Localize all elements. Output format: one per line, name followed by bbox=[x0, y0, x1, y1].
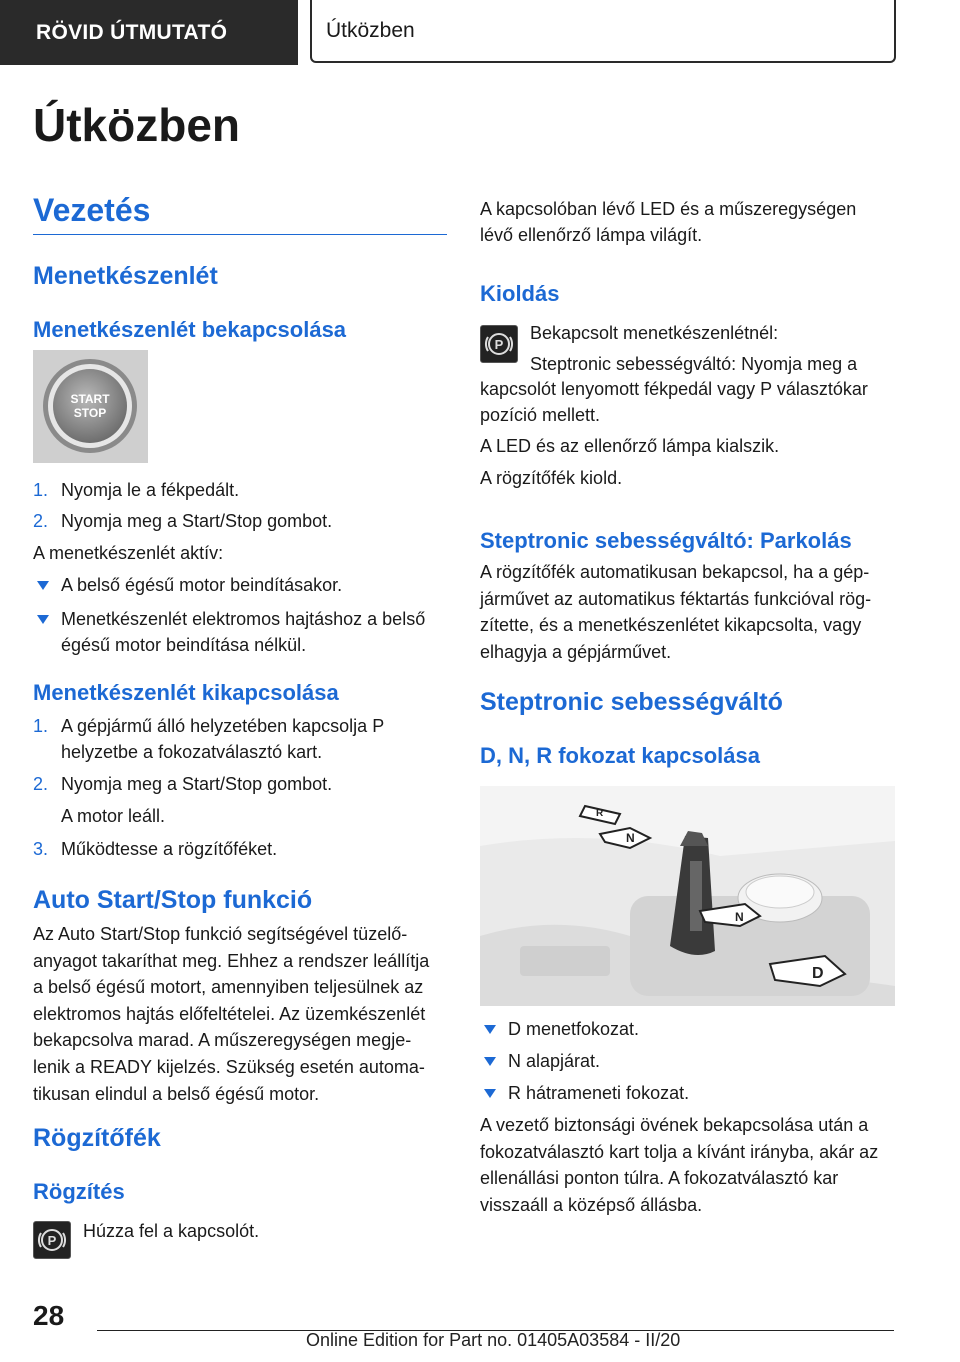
text-line: kapcsolót lenyomott fékpedál vagy P választókar bbox=[480, 379, 868, 399]
step-text: A gépjármű álló helyzetében kapcsolja P bbox=[61, 716, 385, 736]
start-label: START bbox=[70, 392, 110, 406]
text-line: Steptronic sebességváltó: Nyomja meg a bbox=[530, 354, 858, 374]
paragraph-parkolas bbox=[480, 559, 900, 665]
bullet-triangle-icon bbox=[37, 615, 49, 624]
bullet-triangle-icon bbox=[37, 581, 49, 590]
section-tab bbox=[0, 0, 298, 65]
text-line: pozíció mellett. bbox=[480, 405, 601, 425]
start-stop-button-icon bbox=[33, 350, 148, 463]
step-text: Nyomja meg a Start/Stop gombot. bbox=[61, 774, 333, 794]
text-line: fokozatválasztó kart tolja a kívánt irányba, akár az bbox=[480, 1141, 879, 1162]
heading-kikapcsolasa: Menetkészenlét kikapcsolása bbox=[33, 680, 339, 705]
bullet-triangle-icon bbox=[484, 1057, 496, 1066]
step-text: helyzetbe a fokozatválasztó kart. bbox=[61, 742, 323, 762]
page-number: 28 bbox=[33, 1300, 65, 1331]
text-line: Bekapcsolt menetkészenlétnél: bbox=[530, 323, 779, 343]
paragraph: A menetkészenlét aktív: bbox=[33, 543, 224, 563]
text-line: elhagyja a gépjárművet. bbox=[480, 641, 672, 662]
step-text: A motor leáll. bbox=[61, 806, 166, 826]
paragraph: A LED és az ellenőrző lámpa kialszik. bbox=[480, 436, 780, 456]
heading-rule bbox=[33, 234, 447, 235]
gear-n-label: N bbox=[735, 910, 744, 924]
list-item bbox=[33, 771, 453, 829]
heading-bekapcsolasa: Menetkészenlét bekapcsolása bbox=[33, 317, 347, 342]
gear-selector-image bbox=[480, 786, 895, 1006]
stop-label: STOP bbox=[73, 406, 107, 420]
step-text: Működtesse a rögzítőféket. bbox=[61, 839, 278, 859]
text-line: A vezető biztonsági övének bekapcsolása után a bbox=[480, 1115, 869, 1135]
heading-kioldas: Kioldás bbox=[480, 281, 560, 306]
text-line: zítette, és a menetkészenlétet kikapcsolta, vagy bbox=[480, 615, 862, 636]
text-line: lévő ellenőrző lámpa világít. bbox=[480, 225, 703, 245]
paragraph-auto bbox=[33, 921, 453, 1107]
text-line: A kapcsolóban lévő LED és a műszeregységen bbox=[480, 199, 857, 219]
list-item bbox=[33, 836, 453, 862]
text-line: elektromos hajtás előfeltételei. Az üzemkészenlét bbox=[33, 1003, 426, 1024]
page-title: Útközben bbox=[33, 99, 240, 151]
svg-text:P: P bbox=[47, 1233, 57, 1248]
text-line: Az Auto Start/Stop funkció segítségével tüzelő- bbox=[33, 924, 408, 944]
text-line: visszaáll a középső állásba. bbox=[480, 1194, 703, 1215]
step-number: 2. bbox=[33, 511, 49, 531]
paragraph: Húzza fel a kapcsolót. bbox=[83, 1221, 260, 1241]
bullet-text: A belső égésű motor beindításakor. bbox=[61, 575, 343, 595]
step-text: Nyomja le a fékpedált. bbox=[61, 480, 240, 500]
parking-brake-icon bbox=[480, 325, 518, 363]
text-line: tikusan elindul a belső égésű motor. bbox=[33, 1083, 320, 1104]
bullet-text: égésű motor beindítása nélkül. bbox=[61, 635, 307, 655]
list-item bbox=[480, 1080, 900, 1106]
step-text: Nyomja meg a Start/Stop gombot. bbox=[61, 511, 333, 531]
chapter-tab bbox=[310, 0, 896, 63]
heading-dnr: D, N, R fokozat kapcsolása bbox=[480, 743, 760, 768]
heading-menetkeszenlet: Menetkészenlét bbox=[33, 262, 218, 290]
gear-n-label: N bbox=[626, 831, 635, 845]
svg-text:P: P bbox=[494, 337, 504, 352]
text-line: A rögzítőfék automatikusan bekapcsol, ha a gép- bbox=[480, 562, 870, 582]
chapter-title: Útközben bbox=[326, 18, 415, 42]
heading-rogzites: Rögzítés bbox=[33, 1179, 125, 1204]
list-item bbox=[33, 477, 453, 503]
list-item bbox=[33, 508, 453, 534]
gear-selector-illustration bbox=[480, 786, 895, 1006]
paragraph: A rögzítőfék kiold. bbox=[480, 468, 623, 488]
text-line: járművet az automatikus féktartás funkcióval rög- bbox=[480, 588, 872, 609]
section-title: RÖVID ÚTMUTATÓ bbox=[36, 20, 228, 44]
bullet-text: N alapjárat. bbox=[508, 1051, 601, 1071]
parking-brake-icon bbox=[33, 1221, 71, 1259]
text-line: ellenállási ponton túlra. A fokozatválasztó kar bbox=[480, 1168, 839, 1189]
heading-rogzitofek: Rögzítőfék bbox=[33, 1124, 161, 1152]
list-item bbox=[33, 606, 453, 658]
text-line: anyagot takaríthat meg. Ehhez a rendszer leállítja bbox=[33, 950, 430, 971]
bullet-text: D menetfokozat. bbox=[508, 1019, 640, 1039]
list-item bbox=[33, 713, 453, 765]
text-line: a belső égésű motort, amennyiben teljesülnek az bbox=[33, 977, 424, 998]
step-number: 2. bbox=[33, 774, 49, 794]
heading-auto-start-stop: Auto Start/Stop funkció bbox=[33, 886, 313, 914]
list-item bbox=[480, 1048, 900, 1074]
text-line: bekapcsolva marad. A műszeregységen megje- bbox=[33, 1030, 412, 1051]
paragraph bbox=[480, 376, 900, 428]
list-item bbox=[33, 572, 453, 598]
step-number: 1. bbox=[33, 480, 49, 500]
paragraph-intro bbox=[480, 196, 900, 248]
bullet-text: R hátrameneti fokozat. bbox=[508, 1083, 690, 1103]
bullet-triangle-icon bbox=[484, 1025, 496, 1034]
gear-d-label: D bbox=[812, 965, 824, 982]
bullet-text: Menetkészenlét elektromos hajtáshoz a belső bbox=[61, 609, 426, 629]
footer-edition: Online Edition for Part no. 01405A03584 - II/20 bbox=[306, 1330, 681, 1350]
gear-r-label: R bbox=[596, 808, 604, 819]
paragraph-final bbox=[480, 1112, 900, 1218]
step-number: 3. bbox=[33, 839, 49, 859]
heading-parkolas: Steptronic sebességváltó: Parkolás bbox=[480, 528, 852, 553]
heading-steptronic: Steptronic sebességváltó bbox=[480, 688, 783, 716]
list-item bbox=[480, 1016, 900, 1042]
heading-vezetes: Vezetés bbox=[33, 192, 151, 228]
start-stop-image bbox=[33, 350, 148, 463]
text-line: lenik a READY kijelzés. Szükség esetén automa- bbox=[33, 1056, 425, 1077]
bullet-triangle-icon bbox=[484, 1089, 496, 1098]
step-number: 1. bbox=[33, 716, 49, 736]
